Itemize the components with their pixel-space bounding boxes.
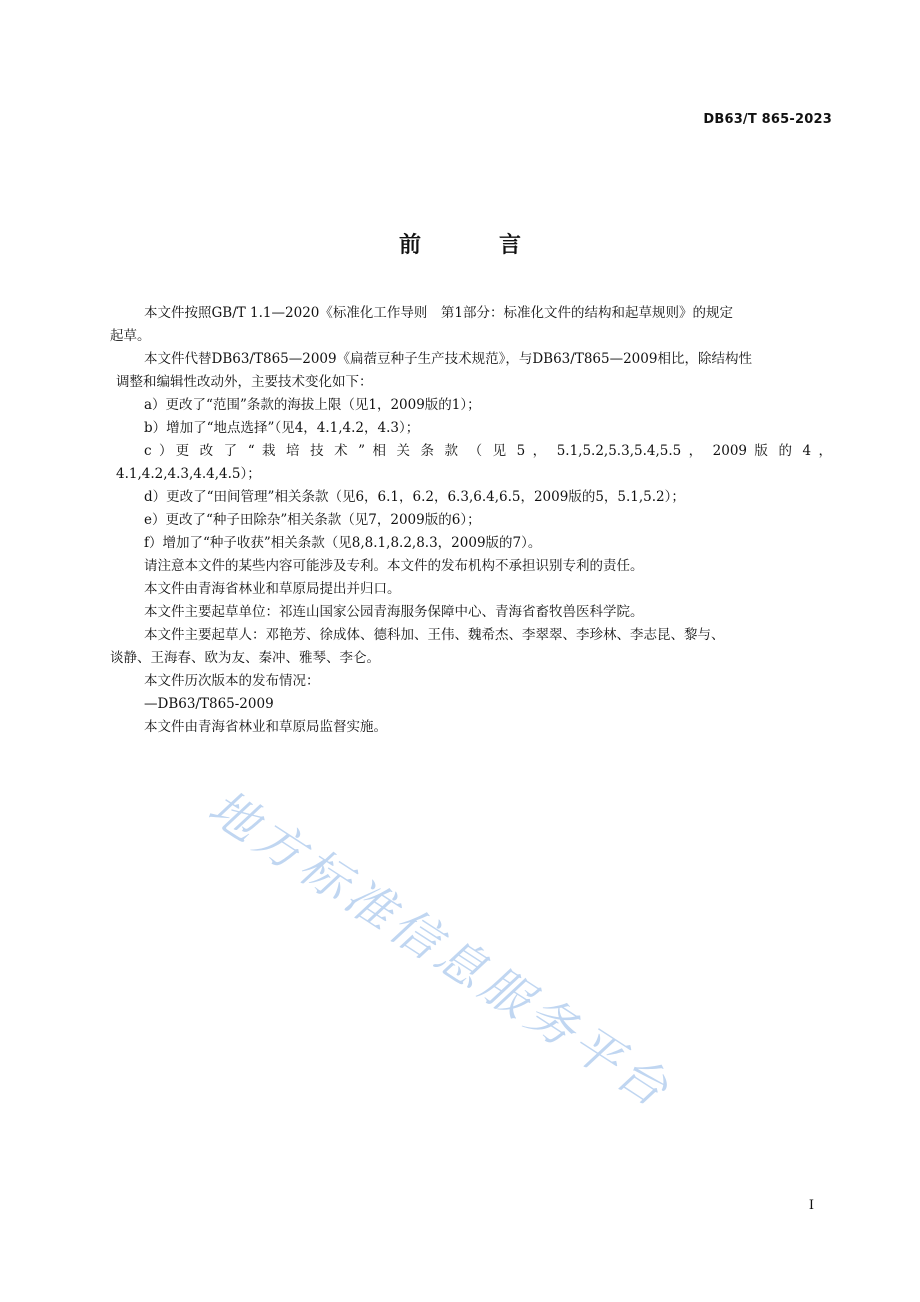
drafting-units: 本文件主要起草单位：祁连山国家公园青海服务保障中心、青海省畜牧兽医科学院。 <box>144 604 644 620</box>
page-number: I <box>808 1198 814 1213</box>
page-title: 前 言 <box>398 233 549 258</box>
proposer-statement: 本文件由青海省林业和草原局提出并归口。 <box>144 581 401 597</box>
patent-notice: 请注意本文件的某些内容可能涉及专利。本文件的发布机构不承担识别专利的责任。 <box>144 558 644 574</box>
change-item-a: a）更改了“范围”条款的海拔上限（见1，2009版的1）； <box>144 397 481 413</box>
change-item-d: d）更改了“田间管理”相关条款（见6，6.1，6.2，6.3,6.4,6.5，2009版的5，5.1,5.2）； <box>144 489 685 505</box>
version-history-label: 本文件历次版本的发布情况： <box>144 673 320 689</box>
change-item-c: c ）更 改 了 “ 栽 培 技 术 ” 相 关 条 款 （ 见 5 ， 5.1,5.2,5.3,5.4,5.5 ， 2009 版 的 4 ， <box>144 443 832 459</box>
version-history-item: —DB63/T865-2009 <box>144 696 274 712</box>
paragraph-basis: 本文件按照GB/T 1.1—2020《标准化工作导则 第1部分：标准化文件的结构和起草规则》的规定 <box>144 305 733 321</box>
change-item-e: e）更改了“种子田除杂”相关条款（见7，2009版的6）； <box>144 512 481 528</box>
change-item-c-cont: 4.1,4.2,4.3,4.4,4.5）； <box>116 466 261 482</box>
foreword-body <box>110 302 832 739</box>
drafters-cont: 谈静、王海春、欧为友、秦冲、雅琴、李仑。 <box>110 650 380 666</box>
drafters: 本文件主要起草人：邓艳芳、徐成体、德科加、王伟、魏希杰、李翠翠、李珍林、李志昆、黎与、 <box>144 627 725 643</box>
paragraph-basis-cont: 起草。 <box>110 328 151 344</box>
supervisor-statement: 本文件由青海省林业和草原局监督实施。 <box>144 719 387 735</box>
change-item-f: f）增加了“种子收获”相关条款（见8,8.1,8.2,8.3，2009版的7）。 <box>144 535 542 551</box>
paragraph-replace: 本文件代替DB63/T865—2009《扁蓿豆种子生产技术规范》，与DB63/T865—2009相比，除结构性 <box>144 351 752 367</box>
document-code: DB63/T 865-2023 <box>703 112 832 127</box>
watermark-text: 地方标准信息服务平台 <box>198 779 682 1121</box>
paragraph-replace-cont: 调整和编辑性改动外，主要技术变化如下： <box>116 374 373 390</box>
change-item-b: b）增加了“地点选择”（见4，4.1,4.2，4.3）； <box>144 420 420 436</box>
